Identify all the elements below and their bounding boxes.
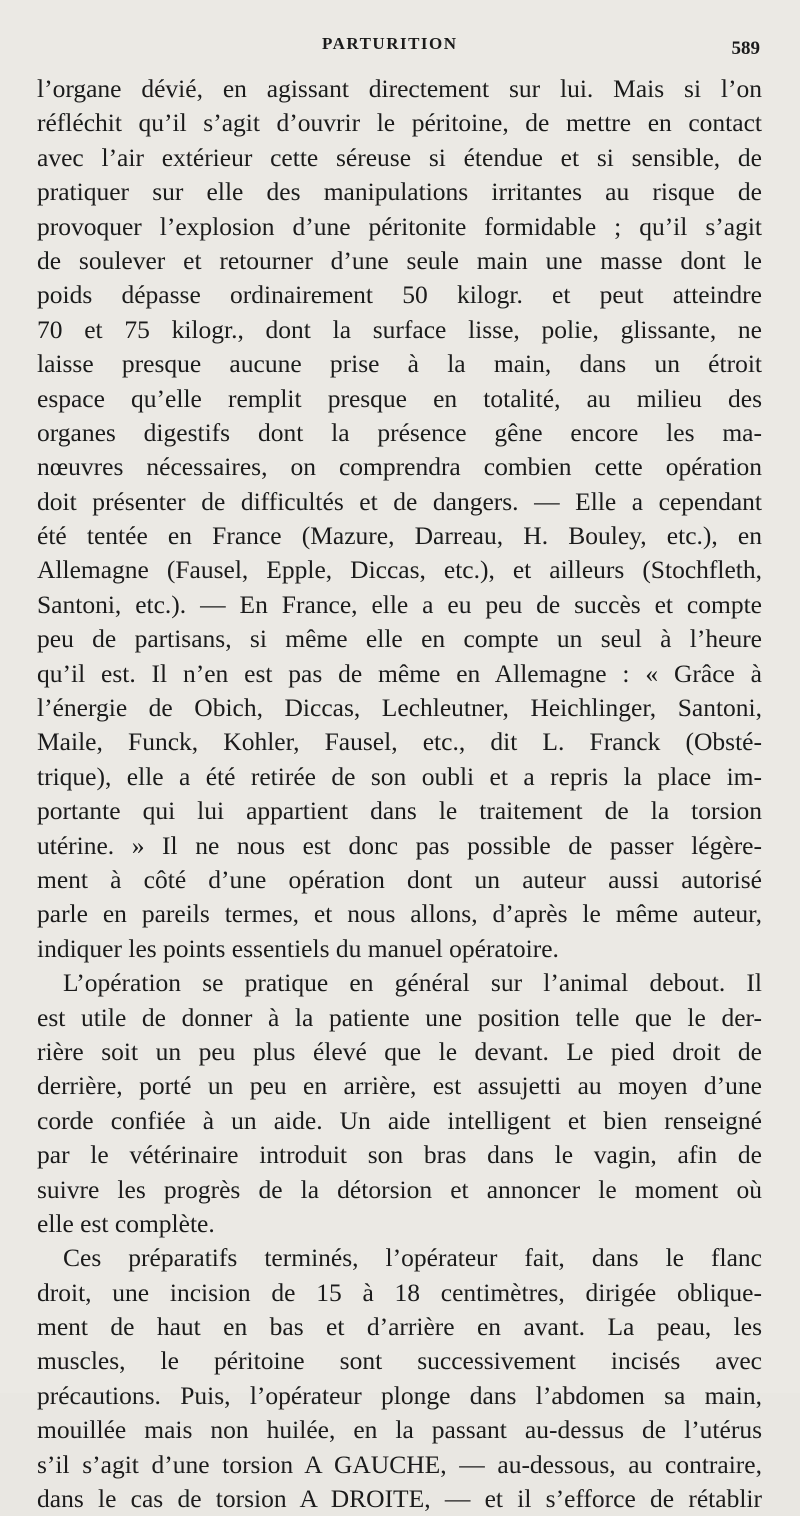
running-title: PARTURITION [322,34,458,53]
text-line: parle en pareils termes, et nous allons, d’après le même auteur, [37,899,762,929]
text-line: Maile, Funck, Kohler, Fausel, etc., dit L. Franck (Obsté- [37,727,762,757]
text-line: derrière, porté un peu en arrière, est assujetti au moyen d’une [37,1071,762,1101]
text-line: pratiquer sur elle des manipulations irritantes au risque de [37,177,762,207]
text-line: Ces préparatifs terminés, l’opérateur fait, dans le flanc [63,1243,762,1273]
text-line: été tentée en France (Mazure, Darreau, H. Bouley, etc.), en [37,521,762,551]
text-line: utérine. » Il ne nous est donc pas possible de passer légère- [37,830,762,860]
text-line: réfléchit qu’il s’agit d’ouvrir le péritoine, de mettre en contact [37,108,762,138]
text-line: par le vétérinaire introduit son bras dans le vagin, afin de [37,1140,762,1170]
text-line: provoquer l’explosion d’une péritonite formidable ; qu’il s’agit [37,211,762,241]
text-line: précautions. Puis, l’opérateur plonge dans l’abdomen sa main, [37,1380,762,1410]
text-line: portante qui lui appartient dans le traitement de la torsion [37,796,762,826]
text-line: doit présenter de difficultés et de dangers. — Elle a cependant [37,486,762,516]
text-line: elle est complète. [37,1208,215,1238]
text-line: dans le cas de torsion A DROITE, — et il s’efforce de rétablir [37,1484,762,1514]
text-line: rière soit un peu plus élevé que le devant. Le pied droit de [37,1036,762,1066]
text-line: Santoni, etc.). — En France, elle a eu peu de succès et compte [37,589,762,619]
text-line: 70 et 75 kilogr., dont la surface lisse, polie, glissante, ne [37,314,762,344]
text-line: trique), elle a été retirée de son oubli et a repris la place im- [37,761,762,791]
text-line: avec l’air extérieur cette séreuse si étendue et si sensible, de [37,142,762,172]
text-line: Allemagne (Fausel, Epple, Diccas, etc.), et ailleurs (Stochfleth, [37,555,762,585]
text-line: qu’il est. Il n’en est pas de même en Allemagne : « Grâce à [37,658,762,688]
text-line: indiquer les points essentiels du manuel opératoire. [37,933,559,963]
page-number: 589 [731,38,760,59]
text-line: de soulever et retourner d’une seule main une masse dont le [37,245,762,275]
text-line: est utile de donner à la patiente une position telle que le der- [37,1002,762,1032]
text-line: organes digestifs dont la présence gêne encore les ma- [37,417,762,447]
text-line: s’il s’agit d’une torsion A GAUCHE, — au-dessous, au contraire, [37,1449,762,1479]
page-header [0,34,800,62]
text-line: ment de haut en bas et d’arrière en avant. La peau, les [37,1312,762,1342]
text-line: muscles, le péritoine sont successivement incisés avec [37,1346,762,1376]
text-line: L’opération se pratique en général sur l’animal debout. Il [63,968,762,998]
text-line: mouillée mais non huilée, en la passant au-dessus de l’utérus [37,1415,762,1445]
text-line: l’énergie de Obich, Diccas, Lechleutner, Heichlinger, Santoni, [37,693,762,723]
body-text [37,72,762,1516]
text-line: laisse presque aucune prise à la main, dans un étroit [37,349,762,379]
text-line: nœuvres nécessaires, on comprendra combien cette opération [37,452,762,482]
text-line: poids dépasse ordinairement 50 kilogr. et peut atteindre [37,280,762,310]
text-line: droit, une incision de 15 à 18 centimètres, dirigée oblique- [37,1277,762,1307]
text-line: corde confiée à un aide. Un aide intelligent et bien renseigné [37,1105,762,1135]
text-line: l’organe dévié, en agissant directement sur lui. Mais si l’on [37,74,762,103]
text-line: ment à côté d’une opération dont un auteur aussi autorisé [37,864,762,894]
text-line: peu de partisans, si même elle en compte un seul à l’heure [37,624,762,654]
text-line: suivre les progrès de la détorsion et annoncer le moment où [37,1174,762,1204]
text-line: espace qu’elle remplit presque en totalité, au milieu des [37,383,762,413]
